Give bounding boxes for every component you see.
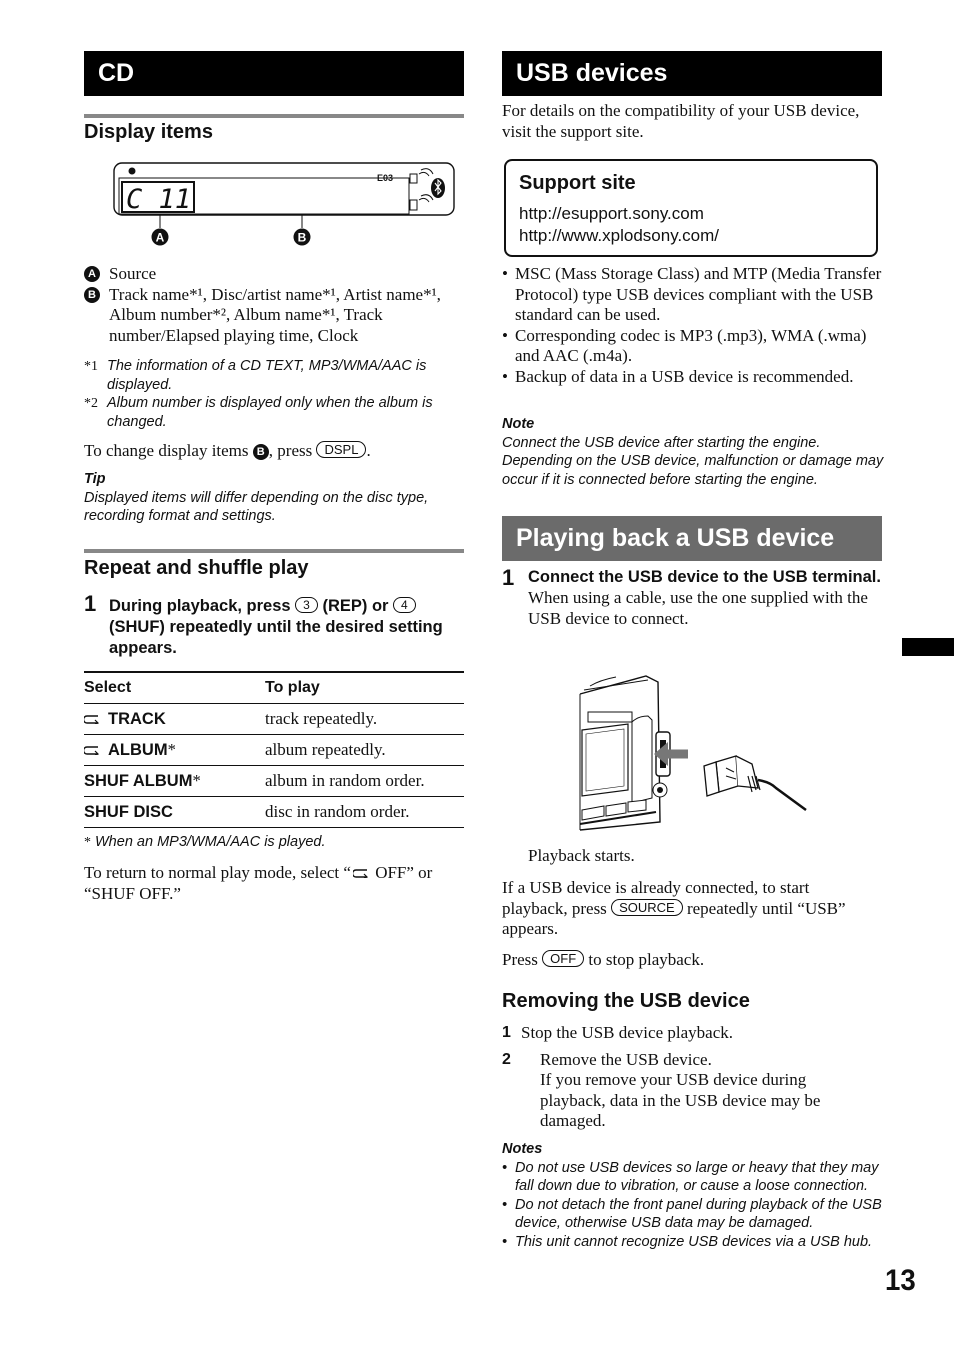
note-label: Note (502, 416, 535, 432)
label-b-badge: B (253, 444, 269, 460)
playback-starts: Playback starts. (528, 846, 635, 865)
display-panel-illustration (112, 160, 457, 246)
usb-notes (502, 1140, 887, 1251)
step-number: 1 (502, 565, 515, 590)
play-cell: album in random order. (265, 766, 464, 797)
list-item: • This unit cannot recognize USB devices via a USB hub. (502, 1233, 887, 1252)
display-items-heading: Display items (84, 121, 213, 143)
repeat-shuffle-heading: Repeat and shuffle play (84, 557, 309, 579)
key-4: 4 (393, 597, 416, 613)
support-site-title: Support site (519, 172, 636, 194)
note-text: Connect the USB device after starting the engine. Depending on the USB device, malfunction or damage may occur if it is connected before starting the engine. (502, 434, 884, 488)
chapter-tab (902, 638, 954, 656)
list-item: • Do not detach the front panel during playback of the USB device, otherwise USB data may be damaged. (502, 1196, 887, 1233)
list-item: • MSC (Mass Storage Class) and MTP (Media Transfer Protocol) type USB devices compliant with the USB standard can be used. (502, 264, 882, 326)
key-3: 3 (295, 597, 318, 613)
usb-intro: For details on the compatibility of your USB device, visit the support site. (502, 101, 860, 141)
list-item: • Corresponding codec is MP3 (.mp3), WMA (.wma) and AAC (.m4a). (502, 326, 882, 367)
list-item: 2 Remove the USB device. If you remove your USB device during playback, data in the USB device may be damaged. (502, 1049, 821, 1130)
play-cell: album repeatedly. (265, 735, 464, 766)
repeat-icon (84, 715, 100, 724)
section-divider (84, 549, 464, 553)
list-item: 1 Stop the USB device playback. (502, 1023, 733, 1042)
display-items-list (84, 264, 464, 346)
select-cell: SHUF DISC (84, 797, 265, 828)
table-row (84, 704, 464, 735)
usb-connection-illustration (576, 672, 808, 834)
table-row (84, 797, 464, 828)
off-key: OFF (542, 950, 584, 967)
table-row (84, 735, 464, 766)
select-cell: ALBUM* (84, 735, 265, 766)
step-text: When using a cable, use the one supplied with the USB device to connect. (528, 588, 868, 628)
cd-section-title: CD (84, 51, 464, 96)
playing-back-title: Playing back a USB device (502, 516, 882, 561)
section-divider (84, 114, 464, 118)
usb-note (502, 415, 887, 489)
repeat-icon (84, 746, 100, 755)
label-a-badge: A (84, 266, 100, 282)
col-to-play: To play (265, 672, 464, 704)
notes-label: Notes (502, 1141, 543, 1157)
footnotes (84, 357, 464, 431)
svg-text:B: B (297, 230, 307, 245)
support-url-1[interactable]: http://esupport.sony.com (519, 204, 704, 223)
tip (84, 470, 464, 526)
repeat-icon (353, 869, 369, 878)
step-title: Connect the USB device to the USB terminal. (528, 568, 881, 586)
notes-list (502, 1159, 887, 1252)
stop-playback-instruction: Press OFF to stop playback. (502, 950, 705, 969)
source-key: SOURCE (611, 899, 683, 916)
remove-steps (502, 1023, 872, 1132)
support-url-2[interactable]: http://www.xplodsony.com/ (519, 226, 719, 245)
play-cell: track repeatedly. (265, 704, 464, 735)
list-item: • Backup of data in a USB device is recommended. (502, 367, 882, 388)
page-number: 13 (885, 1264, 916, 1297)
label-b-badge: B (84, 287, 100, 303)
item-b (84, 285, 464, 347)
select-cell: TRACK (84, 704, 265, 735)
change-display-instruction: To change display items B , press DSPL . (84, 441, 371, 460)
repeat-shuffle-table (84, 671, 464, 828)
repeat-step-1: 1 During playback, press 3 (REP) or 4 (SHUF) repeatedly until the desired setting appears. (84, 591, 443, 657)
tip-label: Tip (84, 471, 106, 487)
already-connected-instruction: If a USB device is already connected, to start playback, press SOURCE repeatedly until “USB” appears. (502, 878, 846, 938)
dspl-key: DSPL (316, 441, 366, 458)
svg-text:A: A (155, 230, 165, 245)
item-a (84, 264, 464, 285)
play-cell: disc in random order. (265, 797, 464, 828)
step-number: 1 (84, 591, 97, 616)
list-item: • Do not use USB devices so large or heavy that they may fall down due to vibration, or cause a loose connection. (502, 1159, 887, 1196)
removing-usb-heading: Removing the USB device (502, 990, 750, 1012)
footnote-1: *1 The information of a CD TEXT, MP3/WMA/AAC is displayed. (84, 358, 427, 393)
table-header-row (84, 672, 464, 704)
item-b-text: Track name*¹, Disc/artist name*¹, Artist name*¹, Album number*², Album name*¹, Track number/Elapsed playing time, Clock (109, 284, 441, 345)
select-cell: SHUF ALBUM* (84, 766, 265, 797)
support-urls (519, 203, 719, 247)
svg-text:C 11: C 11 (126, 184, 192, 215)
table-footnote: * When an MP3/WMA/AAC is played. (84, 834, 326, 850)
table-row (84, 766, 464, 797)
svg-text:E03: E03 (377, 173, 394, 183)
usb-step-1 (502, 567, 887, 629)
item-a-text: Source (109, 264, 157, 283)
support-site-box (504, 159, 878, 257)
footnote-2: *2 Album number is displayed only when the album is changed. (84, 395, 433, 430)
usb-devices-title: USB devices (502, 51, 882, 96)
col-select: Select (84, 672, 265, 704)
usb-bullets (502, 264, 882, 387)
return-normal-instruction: To return to normal play mode, select “ OFF” or “SHUF OFF.” (84, 863, 433, 903)
tip-text: Displayed items will differ depending on the disc type, recording format and settings. (84, 489, 429, 524)
